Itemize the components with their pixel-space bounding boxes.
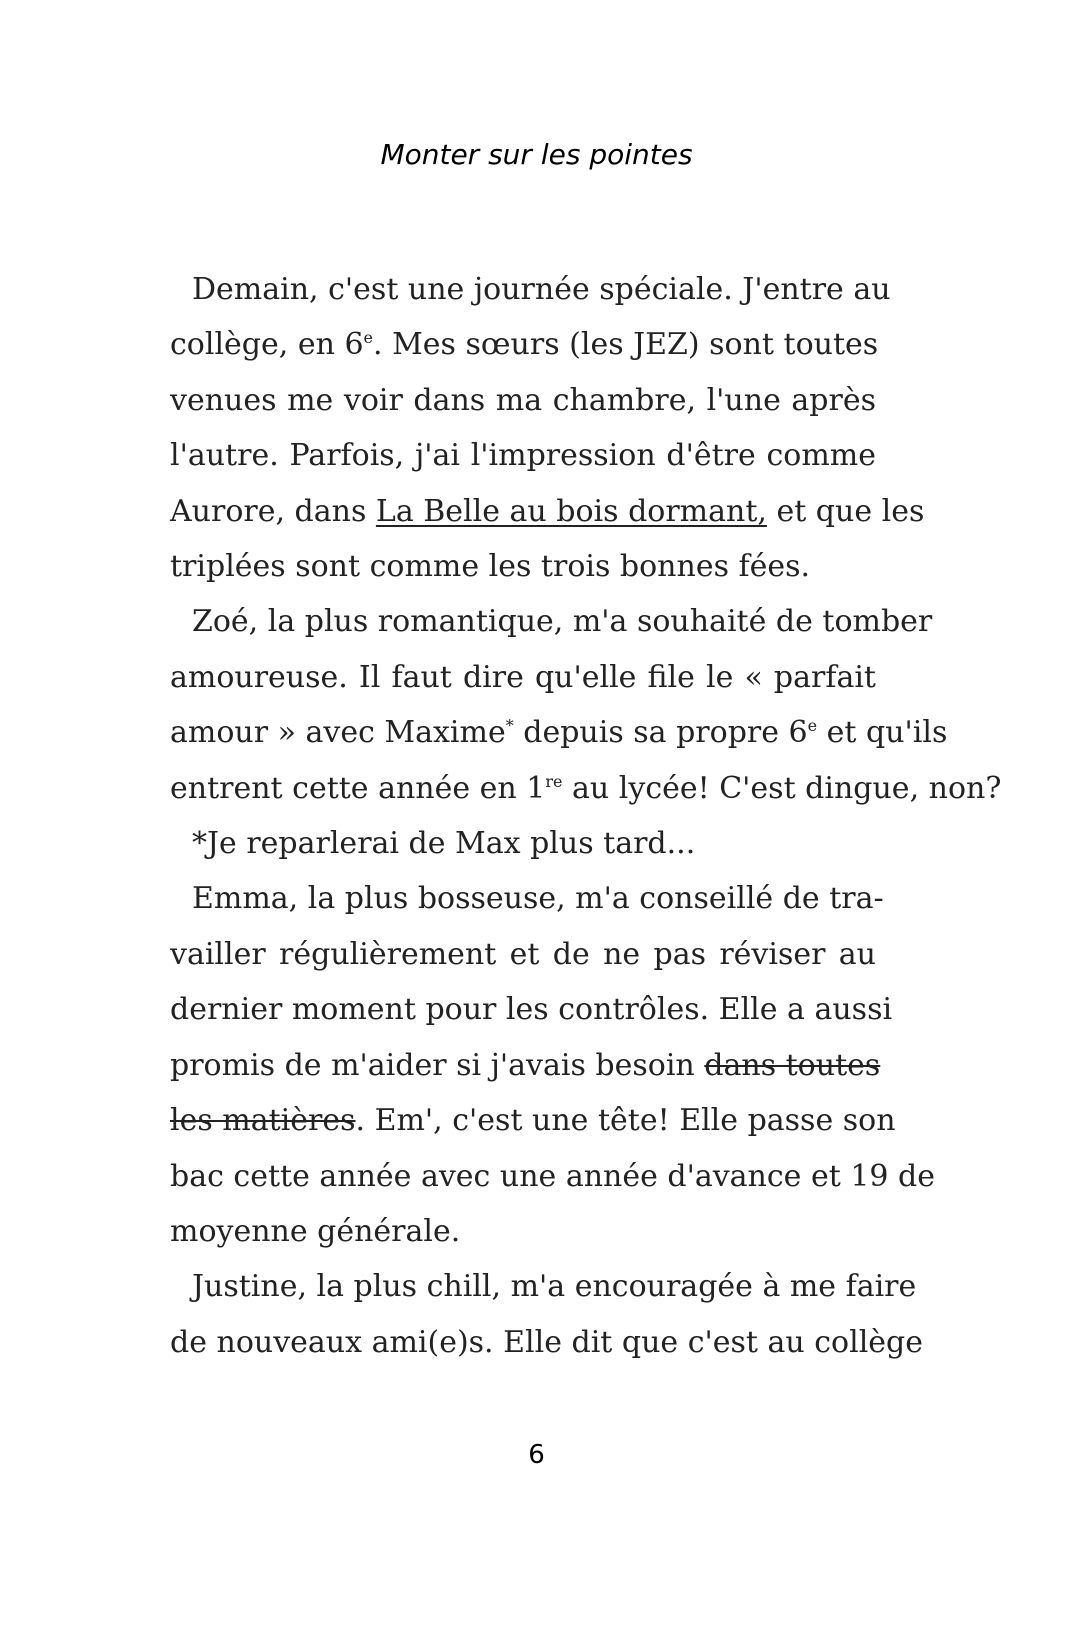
page-body	[170, 262, 1002, 1370]
text-line: venues me voir dans ma chambre, l'une après	[170, 382, 876, 418]
text-line: Emma, la plus bosseuse, m'a conseillé de tra-	[192, 881, 884, 917]
text-line: Zoé, la plus romantique, m'a souhaité de tomber	[192, 604, 933, 640]
text-line: promis de m'aider si j'avais besoin dans toutes	[170, 1047, 881, 1083]
strikethrough-text: dans toutes	[704, 1047, 881, 1083]
text-line: les matières. Em', c'est une tête! Elle passe son	[170, 1103, 896, 1139]
text-line: Demain, c'est une journée spéciale. J'entre au	[192, 272, 891, 307]
text-line: de nouveaux ami(e)s. Elle dit que c'est au collège	[170, 1324, 924, 1360]
text-line: collège, en 6e. Mes sœurs (les JEZ) sont toutes	[170, 327, 879, 363]
text-line: bac cette année avec une année d'avance et 19 de	[170, 1158, 935, 1194]
text-line: amour » avec Maxime* depuis sa propre 6e et qu'ils	[170, 715, 948, 751]
text-line: vailler régulièrement et de ne pas réviser au	[170, 936, 876, 972]
book-title-underlined: La Belle au bois dormant,	[375, 493, 767, 529]
page-number: 6	[528, 1440, 545, 1470]
text-line: entrent cette année en 1re au lycée! C'est dingue, non?	[170, 770, 1002, 806]
text-line: triplées sont comme les trois bonnes fées.	[170, 549, 811, 585]
strikethrough-text: les matières	[170, 1103, 356, 1139]
text-line: amoureuse. Il faut dire qu'elle file le « parfait	[170, 659, 876, 695]
text-line: Justine, la plus chill, m'a encouragée à me faire	[192, 1269, 917, 1305]
text-line: moyenne générale.	[170, 1213, 461, 1249]
text-line: l'autre. Parfois, j'ai l'impression d'être comme	[170, 438, 876, 474]
footnote: *Je reparlerai de Max plus tard...	[192, 826, 696, 862]
text-line: dernier moment pour les contrôles. Elle a aussi	[170, 992, 893, 1028]
running-header: Monter sur les pointes	[380, 138, 693, 171]
text-line: Aurore, dans La Belle au bois dormant, et que les	[170, 493, 925, 529]
